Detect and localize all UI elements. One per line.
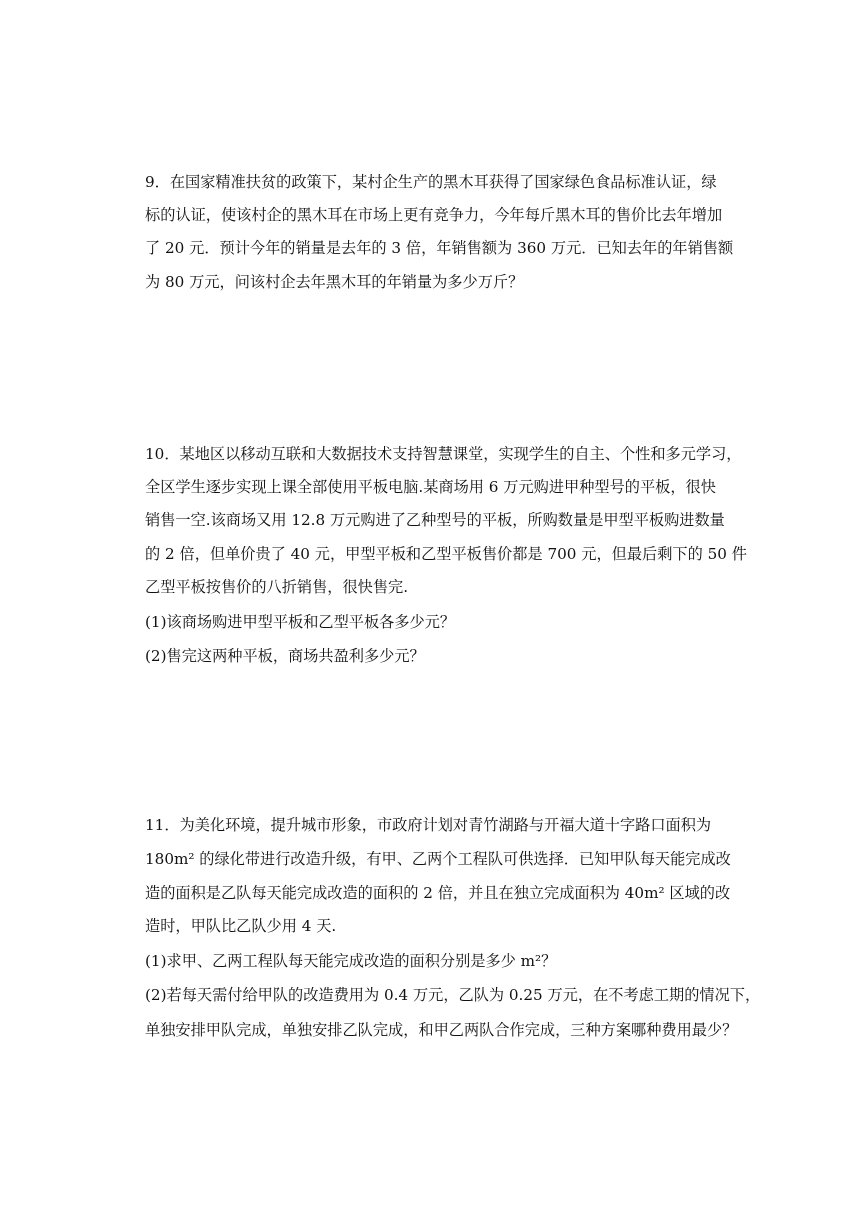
problem-11-question-2: (2)若每天需付给甲队的改造费用为 0.4 万元，乙队为 0.25 万元，在不考虑工期的情况下， <box>145 986 761 1004</box>
problem-11-question-1: (1)求甲、乙两工程队每天能完成改造的面积分别是多少 m²？ <box>145 952 557 970</box>
problem-11-line-4: 造时，甲队比乙队少用 4 天. <box>145 917 337 935</box>
problem-9-line-4: 为 80 万元，问该村企去年黑木耳的年销量为多少万斤？ <box>145 273 524 291</box>
problem-11-line-2: 180m² 的绿化带进行改造升级，有甲、乙两个工程队可供选择．已知甲队每天能完成改 <box>145 850 731 868</box>
problem-9-line-1: 9．在国家精准扶贫的政策下，某村企生产的黑木耳获得了国家绿色食品标准认证，绿 <box>145 173 717 191</box>
problem-10-line-3: 销售一空.该商场又用 12.8 万元购进了乙种型号的平板，所购数量是甲型平板购进数量 <box>145 511 725 529</box>
problem-11-question-2-cont: 单独安排甲队完成，单独安排乙队完成，和甲乙两队合作完成，三种方案哪种费用最少？ <box>145 1021 738 1039</box>
problem-10-line-2: 全区学生逐步实现上课全部使用平板电脑.某商场用 6 万元购进甲种型号的平板，很快 <box>145 478 716 496</box>
problem-10-question-1: (1)该商场购进甲型平板和乙型平板各多少元？ <box>145 613 456 631</box>
problem-10-line-5: 乙型平板按售价的八折销售，很快售完. <box>145 578 409 596</box>
problem-10-line-4: 的 2 倍，但单价贵了 40 元，甲型平板和乙型平板售价都是 700 元，但最后剩下的 50 件 <box>145 545 747 563</box>
problem-11-line-1: 11．为美化环境，提升城市形象，市政府计划对青竹湖路与开福大道十字路口面积为 <box>145 816 712 834</box>
problem-9-line-2: 标的认证，使该村企的黑木耳在市场上更有竞争力，今年每斤黑木耳的售价比去年增加 <box>145 206 723 224</box>
problem-10-line-1: 10．某地区以移动互联和大数据技术支持智慧课堂，实现学生的自主、个性和多元学习， <box>145 445 742 463</box>
problem-11-line-3: 造的面积是乙队每天能完成改造的面积的 2 倍，并且在独立完成面积为 40m² 区域的改 <box>145 884 731 902</box>
problem-9-line-3: 了 20 元．预计今年的销量是去年的 3 倍，年销售额为 360 万元．已知去年的年销售额 <box>145 239 734 257</box>
problem-10-question-2: (2)售完这两种平板，商场共盈利多少元？ <box>145 647 425 665</box>
